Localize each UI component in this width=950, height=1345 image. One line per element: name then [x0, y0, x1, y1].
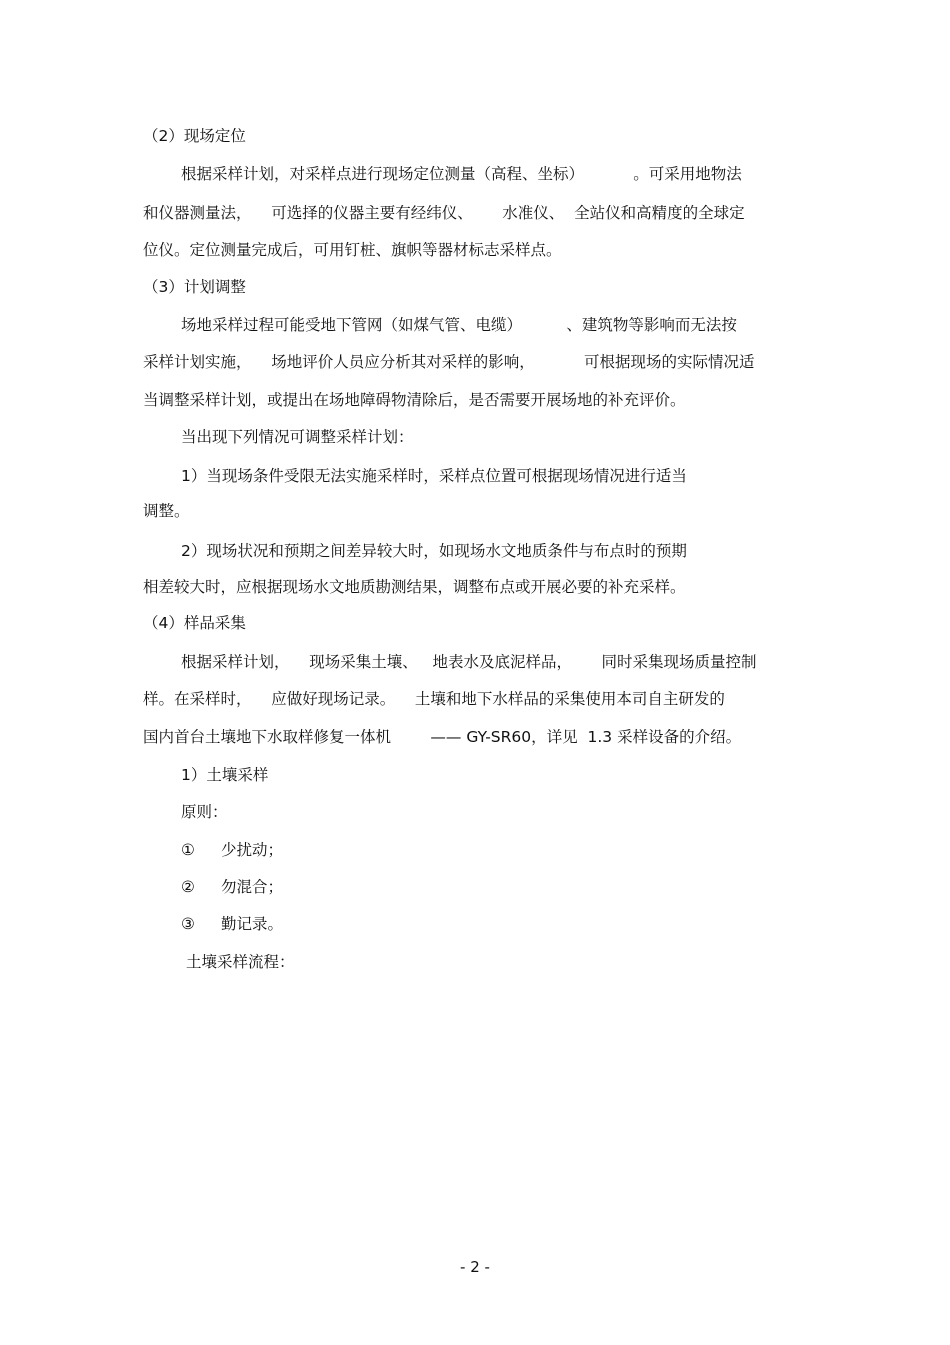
principles-label: 原则： — [181, 803, 228, 821]
paragraph-line: 当调整采样计划，或提出在场地障碍物清除后，是否需要开展场地的补充评价。 — [143, 391, 686, 409]
principle-number: ① — [181, 841, 195, 859]
principle-text: 少扰动； — [221, 841, 284, 859]
list-item-case-1: 1）当现场条件受限无法实施采样时，采样点位置可根据现场情况进行适当 — [181, 467, 687, 485]
list-item-case-2: 2）现场状况和预期之间差异较大时，如现场水文地质条件与布点时的预期 — [181, 542, 687, 560]
paragraph-line: 根据采样计划，对采样点进行现场定位测量（高程、坐标） 。可采用地物法 — [181, 165, 742, 183]
paragraph-line: 采样计划实施， 场地评价人员应分析其对采样的影响， 可根据现场的实际情况适 — [143, 353, 755, 371]
paragraph-line: 位仪。定位测量完成后，可用钉桩、旗帜等器材标志采样点。 — [143, 241, 562, 259]
paragraph-line: 国内首台土壤地下水取样修复一体机 —— GY-SR60，详见 1.3 采样设备的介绍。 — [143, 728, 742, 746]
paragraph-line: 和仪器测量法， 可选择的仪器主要有经纬仪、 水准仪、 全站仪和高精度的全球定 — [143, 204, 745, 222]
section-heading-sample-collection: （4）样品采集 — [143, 614, 246, 632]
list-item-case-2-cont: 相差较大时，应根据现场水文地质勘测结果，调整布点或开展必要的补充采样。 — [143, 578, 686, 596]
principle-number: ③ — [181, 915, 195, 933]
paragraph-line: 样。在采样时， 应做好现场记录。 土壤和地下水样品的采集使用本司自主研发的 — [143, 690, 725, 708]
flow-title: 土壤采样流程： — [186, 953, 295, 971]
principle-number: ② — [181, 878, 195, 896]
list-item-case-1-cont: 调整。 — [143, 502, 190, 520]
principle-item — [181, 840, 283, 860]
paragraph-line: 场地采样过程可能受地下管网（如煤气管、电缆） 、建筑物等影响而无法按 — [181, 316, 737, 334]
principle-text: 勿混合； — [221, 878, 284, 896]
principle-item — [181, 877, 283, 897]
section-heading-plan-adjustment: （3）计划调整 — [143, 278, 246, 296]
subsection-title-soil-sampling: 1）土壤采样 — [181, 766, 269, 784]
paragraph-line: 当出现下列情况可调整采样计划： — [181, 428, 414, 446]
paragraph-line: 根据采样计划， 现场采集土壤、 地表水及底泥样品， 同时采集现场质量控制 — [181, 653, 757, 671]
principle-text: 勤记录。 — [221, 915, 284, 933]
principle-item — [181, 914, 283, 934]
section-heading-site-positioning: （2）现场定位 — [143, 127, 246, 145]
page-number: - 2 - — [460, 1258, 490, 1276]
